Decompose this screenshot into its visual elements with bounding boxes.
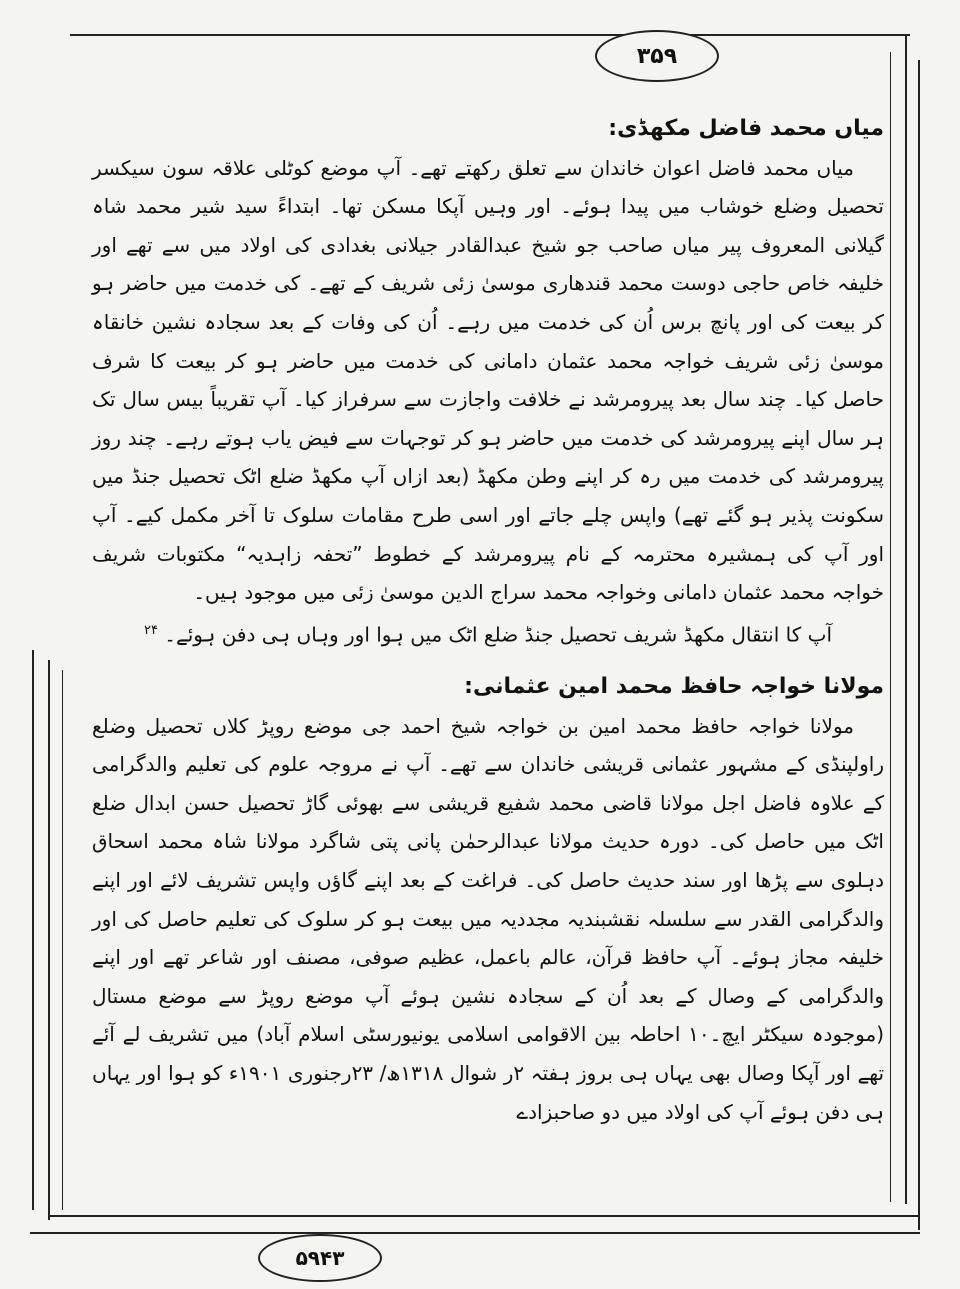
frame-right-line-outer <box>918 60 920 1230</box>
section-body-2: مولانا خواجہ حافظ محمد امین بن خواجہ شیخ احمد جی موضع روپڑ کلاں تحصیل وضلع راولپنڈی کے مشہور عثمانی قریشی خاندان سے تھے۔ آپ نے مروجہ علوم کی تعلیم والدگرامی کے علاوہ فاضل اجل مولانا قاضی محمد شفیع قریشی سے بھوئی گاڑ تحصیل حسن ابدال ضلع اٹک میں حاصل کی۔ دورہ حدیث مولانا عبدالرحمٰن پانی پتی شاگرد مولانا شاہ محمد اسحاق دہلوی سے پڑھا اور سند حدیث حاصل کی۔ فراغت کے بعد اپنے گاؤں واپس تشریف لائے اور اپنے والدگرامی القدر سے سلسلہ نقشبندیہ مجددیہ میں بیعت ہو کر سلوک کی تعلیم حاصل کی اور خلیفہ مجاز ہوئے۔ آپ حافظ قرآن، عالم باعمل، عظیم صوفی، مصنف اور شاعر تھے اور اپنے والدگرامی کے وصال کے بعد اُن کے سجادہ نشین ہوئے آپ موضع روپڑ سے موضع مستال (موجودہ سیکٹر ایچ۔۱۰ احاطہ بین الاقوامی اسلامی یونیورسٹی اسلام آباد) میں تشریف لے آئے تھے اور آپکا وصال بھی یہاں ہی بروز ہفتہ ۲ر شوال ۱۳۱۸ھ/ ۲۳رجنوری ۱۹۰۱ء کو ہوا اور یہاں ہی دفن ہوئے آپ کی اولاد میں دو صاحبزادے <box>92 713 885 1124</box>
page-content <box>92 110 884 1131</box>
frame-right-line-inner <box>890 52 891 1202</box>
frame-left-line <box>32 650 34 1210</box>
section-body: میاں محمد فاضل اعوان خاندان سے تعلق رکھتے تھے۔ آپ موضع کوٹلی علاقہ سون سیکسر تحصیل وضلع خوشاب میں پیدا ہوئے۔ اور وہیں آپکا مسکن تھا۔ ابتداءً سید شیر محمد شاہ گیلانی المعروف پیر میاں صاحب جو شیخ عبدالقادر جیلانی بغدادی کی اولاد میں سے تھے اور خلیفہ خاص حاجی دوست محمد قندھاری موسیٰ زئی شریف کے تھے۔ کی خدمت میں حاضر ہو کر بیعت کی اور پانچ برس اُن کی خدمت میں رہے۔ اُن کی وفات کے بعد سجادہ نشین خانقاہ موسیٰ زئی شریف خواجہ محمد عثمان دامانی کی خدمت میں حاضر ہو کر بیعت کا شرف حاصل کیا۔ چند سال بعد پیرومرشد نے خلافت واجازت سے سرفراز کیا۔ آپ تقریباً بیس سال تک ہر سال اپنے پیرومرشد کی خدمت میں حاضر ہو کر توجہات سے فیض یاب ہوتے رہے۔ چند روز پیرومرشد کی خدمت میں رہ کر اپنے وطن مکھڈ (بعد ازاں آپ مکھڈ ضلع اٹک تحصیل جنڈ میں سکونت پذیر ہو گئے تھے) واپس چلے جاتے اور اسی طرح مقامات سلوک تا آخر مکمل کیے۔ آپ اور آپ کی ہمشیرہ محترمہ کے نام پیرومرشد کے خطوط ”تحفہ زاہدیہ“ مکتوبات شریف خواجہ محمد عثمان دامانی وخواجہ محمد سراج الدین موسیٰ زئی میں موجود ہیں۔ <box>92 155 884 605</box>
section-heading: میاں محمد فاضل مکھڈی: <box>608 116 884 141</box>
page-number-bottom: ۵۹۴۳ <box>258 1234 382 1282</box>
frame-left-line-innermost <box>62 670 63 1210</box>
frame-bottom-line-outer <box>30 1232 920 1234</box>
frame-top-line <box>70 34 910 36</box>
closing-line <box>92 612 884 654</box>
footnote-marker: ۲۴ <box>143 622 158 638</box>
frame-bottom-line <box>48 1215 920 1217</box>
frame-right-line <box>905 34 907 1204</box>
frame-left-line-inner <box>48 660 50 1220</box>
page-number-top: ۳۵۹ <box>595 30 719 82</box>
section-heading-2: مولانا خواجہ حافظ محمد امین عثمانی: <box>464 673 884 699</box>
closing-text: آپ کا انتقال مکھڈ شریف تحصیل جنڈ ضلع اٹک میں ہوا اور وہاں ہی دفن ہوئے۔ <box>164 622 833 647</box>
